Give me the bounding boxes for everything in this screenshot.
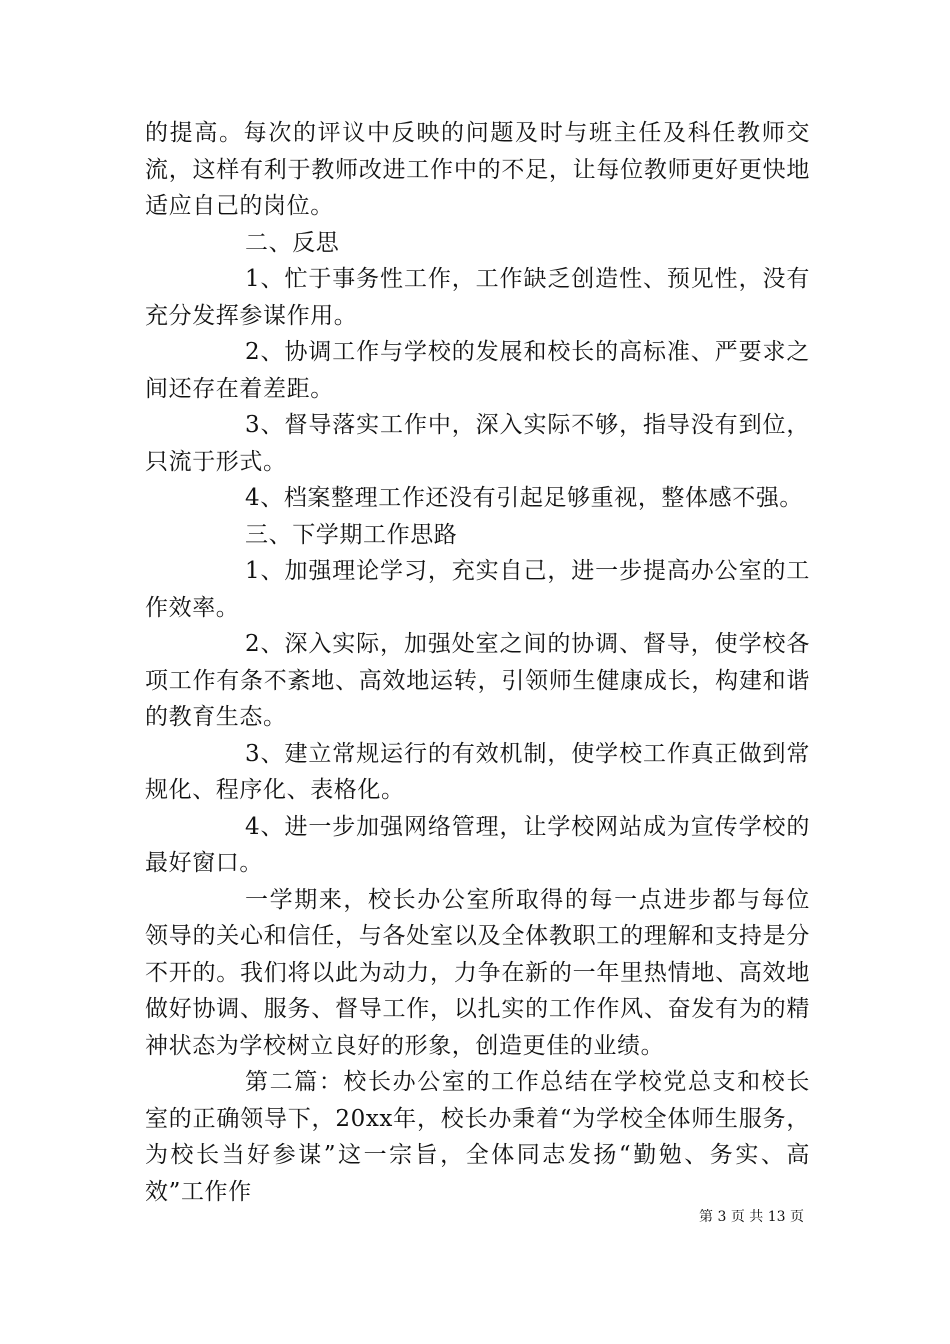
page-number: 第 3 页 共 13 页 — [699, 1209, 804, 1225]
paragraph: 的提高。每次的评议中反映的问题及时与班主任及科任教师交流，这样有利于教师改进工作中的不足，让每位教师更好更快地适应自己的岗位。 — [145, 120, 810, 219]
list-item: 4、进一步加强网络管理，让学校网站成为宣传学校的最好窗口。 — [145, 813, 810, 876]
body-text — [145, 115, 810, 1210]
list-item: 1、加强理论学习，充实自己，进一步提高办公室的工作效率。 — [145, 558, 810, 621]
list-item: 2、协调工作与学校的发展和校长的高标准、严要求之间还存在着差距。 — [145, 339, 810, 402]
paragraph: 第二篇：校长办公室的工作总结在学校党总支和校长室的正确领导下，20xx年，校长办秉着“为学校全体师生服务，为校长当好参谋”这一宗旨，全体同志发扬“勤勉、务实、高效”工作作 — [145, 1069, 810, 1205]
section-heading: 二、反思 — [245, 229, 340, 256]
list-item: 1、忙于事务性工作，工作缺乏创造性、预见性，没有充分发挥参谋作用。 — [145, 266, 810, 329]
list-item: 3、督导落实工作中，深入实际不够，指导没有到位，只流于形式。 — [145, 412, 810, 475]
list-item: 4、档案整理工作还没有引起足够重视，整体感不强。 — [245, 485, 804, 511]
paragraph: 一学期来，校长办公室所取得的每一点进步都与每位领导的关心和信任，与各处室以及全体教职工的理解和支持是分不开的。我们将以此为动力，力争在新的一年里热情地、高效地做好协调、服务、督导工作，以扎实的工作作风、奋发有为的精神状态为学校树立良好的形象，创造更佳的业绩。 — [145, 886, 810, 1059]
list-item: 3、建立常规运行的有效机制，使学校工作真正做到常规化、程序化、表格化。 — [145, 740, 810, 803]
section-heading: 三、下学期工作思路 — [245, 521, 458, 548]
list-item: 2、深入实际，加强处室之间的协调、督导，使学校各项工作有条不紊地、高效地运转，引领师生健康成长，构建和谐的教育生态。 — [145, 631, 810, 730]
